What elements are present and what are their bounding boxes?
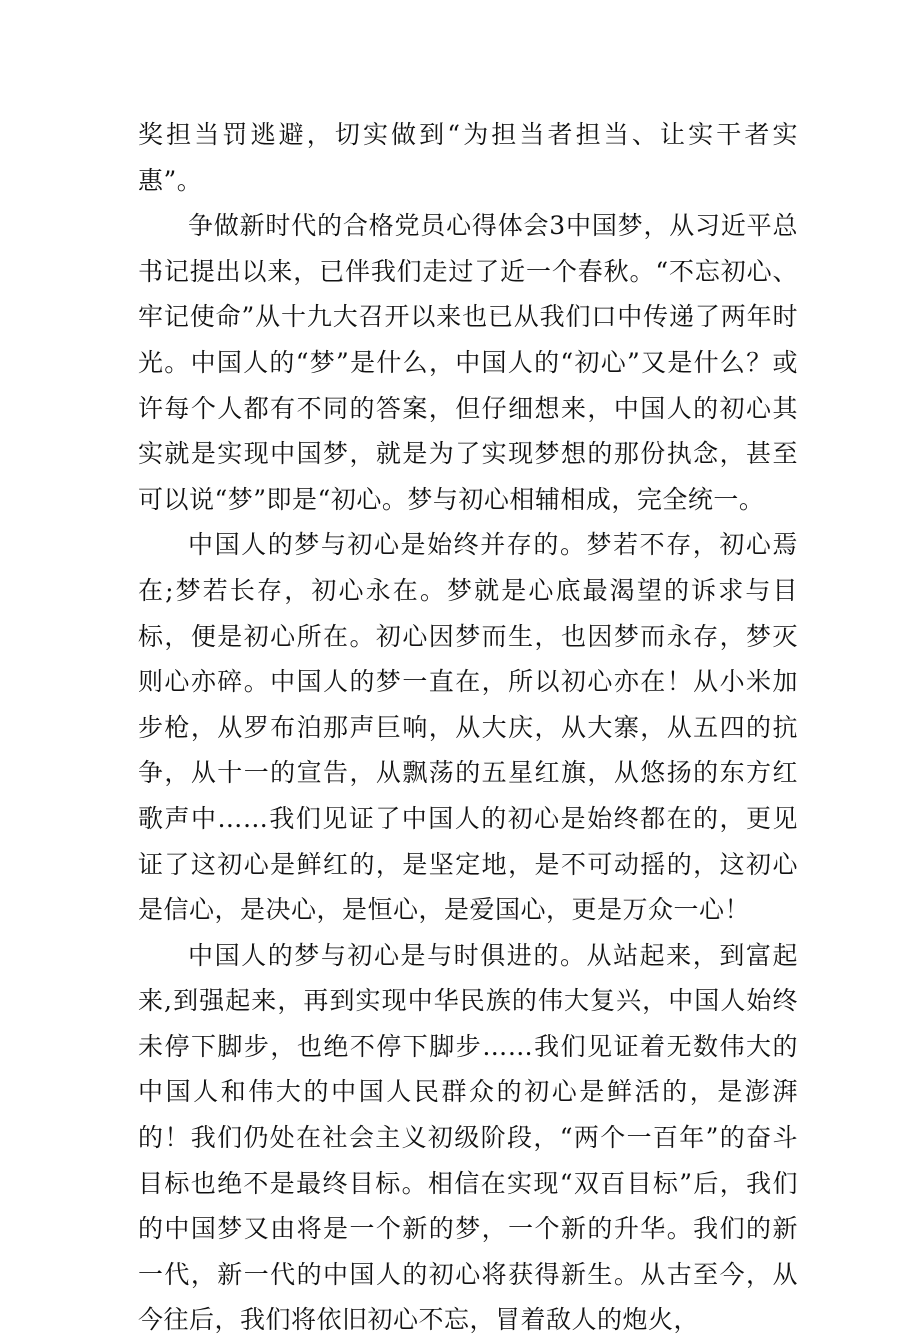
paragraph-continuation: 奖担当罚逃避，切实做到“为担当者担当、让实干者实惠”。 — [138, 120, 798, 195]
paragraph-chinese-dream-intro: 争做新时代的合格党员心得体会3中国梦，从习近平总书记提出以来，已伴我们走过了近一个春秋。“不忘初心、牢记使命”从十九大召开以来也已从我们口中传递了两年时光。中国人的“梦”是什么，中国人的“初心”又是什么？或许每个人都有不同的答案，但仔细想来，中国人的初心其实就是实现中国梦，就是为了实现梦想的那份执念，甚至可以说“梦”即是“初心。梦与初心相辅相成，完全统一。 — [138, 211, 798, 514]
paragraph-dream-progress: 中国人的梦与初心是与时俱进的。从站起来，到富起来,到强起来，再到实现中华民族的伟大复兴，中国人始终未停下脚步，也绝不停下脚步……我们见证着无数伟大的中国人和伟大的中国人民群众的初心是鲜活的，是澎湃的！我们仍处在社会主义初级阶段，“两个一百年”的奋斗目标也绝不是最终目标。相信在实现“双百目标”后，我们的中国梦又由将是一个新的梦，一个新的升华。我们的新一代，新一代的中国人的初心将获得新生。从古至今，从今往后，我们将依旧初心不忘，冒着敌人的炮火， — [138, 940, 798, 1335]
document-body — [138, 112, 798, 1343]
paragraph-dream-coexist: 中国人的梦与初心是始终并存的。梦若不存，初心焉在;梦若长存，初心永在。梦就是心底最渴望的诉求与目标，便是初心所在。初心因梦而生，也因梦而永存，梦灭则心亦碎。中国人的梦一直在，所以初心亦在！从小米加步枪，从罗布泊那声巨响，从大庆，从大寨，从五四的抗争，从十一的宣告，从飘荡的五星红旗，从悠扬的东方红歌声中……我们见证了中国人的初心是始终都在的，更见证了这初心是鲜红的，是坚定地，是不可动摇的，这初心是信心，是决心，是恒心，是爱国心，更是万众一心！ — [138, 530, 798, 925]
